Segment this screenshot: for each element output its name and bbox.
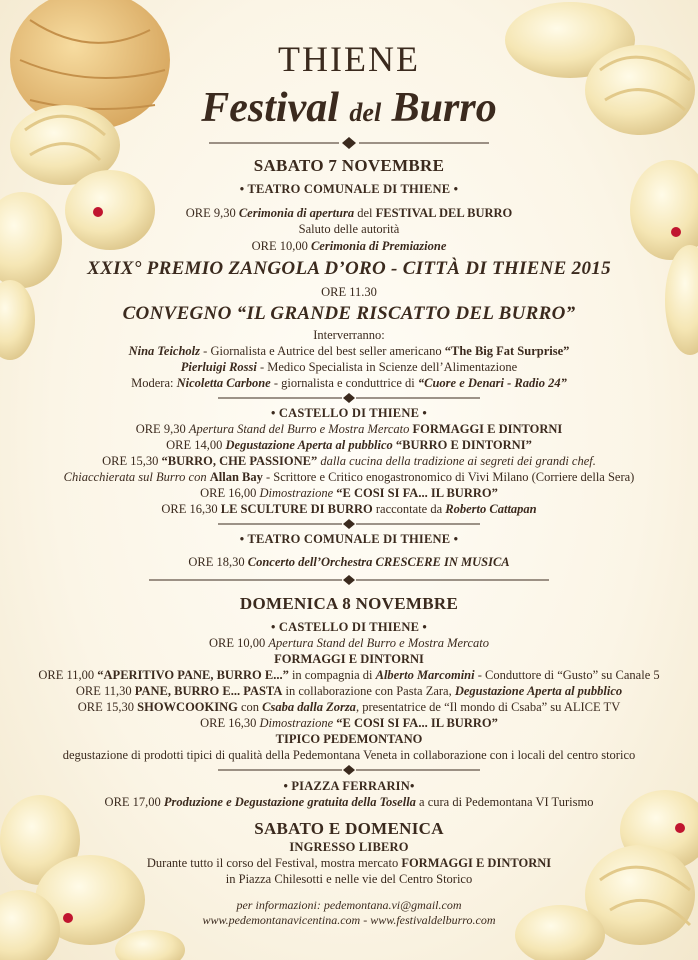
divider-3	[149, 575, 549, 585]
divider-2	[218, 519, 480, 529]
venue-teatro-2: • TEATRO COMUNALE DI THIENE •	[239, 532, 459, 546]
divider-1	[218, 393, 480, 403]
day-heading-sabato: SABATO 7 NOVEMBRE	[253, 156, 445, 175]
event-apertura: ORE 9,30 Cerimonia di apertura del FESTIVAL DEL BURRO	[185, 206, 513, 220]
venue-castello-2: • CASTELLO DI THIENE •	[270, 620, 428, 634]
mostra-mercato: Durante tutto il corso del Festival, mostra mercato FORMAGGI E DINTORNI	[146, 856, 552, 870]
ornament-divider	[199, 136, 499, 150]
formaggi-dintorni-1: FORMAGGI E DINTORNI	[274, 652, 424, 666]
event-degustazione: ORE 14,00 Degustazione Aperta al pubblico “BURRO E DINTORNI”	[166, 438, 532, 452]
event-pasta: ORE 11,30 PANE, BURRO E... PASTA in collaborazione con Pasta Zara, Degustazione Aperta al pubblico	[75, 684, 623, 698]
info-email: per informazioni: pedemontana.vi@gmail.com	[236, 898, 462, 912]
heading-sabato-domenica: SABATO E DOMENICA	[254, 819, 444, 838]
event-stand-domenica: ORE 10,00 Apertura Stand del Burro e Mostra Mercato	[209, 636, 489, 650]
saluto-autorita: Saluto delle autorità	[298, 222, 400, 236]
convegno-title: CONVEGNO “IL GRANDE RISCATTO DEL BURRO”	[122, 303, 576, 324]
tipico-pedemontano: TIPICO PEDEMONTANO	[275, 732, 423, 746]
interverranno: Interverranno:	[313, 328, 385, 342]
event-aperitivo: ORE 11,00 “APERITIVO PANE, BURRO E...” in compagnia di Alberto Marcomini - Conduttore di “Gusto” su Canale 5	[38, 668, 660, 682]
premio-zangola: XXIX° PREMIO ZANGOLA D’ORO - CITTÀ DI THIENE 2015	[87, 258, 611, 279]
degustazione-prodotti: degustazione di prodotti tipici di qualità della Pedemontana Veneta in collaborazione con i locali del centro storico	[62, 748, 636, 762]
event-tosella: ORE 17,00 Produzione e Degustazione gratuita della Tosella a cura di Pedemontana VI Turismo	[104, 795, 594, 809]
venue-castello-1: • CASTELLO DI THIENE •	[270, 406, 428, 420]
piazza-chilesotti: in Piazza Chilesotti e nelle vie del Centro Storico	[225, 872, 473, 886]
divider-4	[218, 765, 480, 775]
ingresso-libero: INGRESSO LIBERO	[289, 840, 409, 854]
event-burro-passione: ORE 15,30 “BURRO, CHE PASSIONE” dalla cucina della tradizione ai segreti dei grandi chef.	[102, 454, 596, 468]
event-dimostrazione-2: ORE 16,30 Dimostrazione “E COSI SI FA... IL BURRO”	[200, 716, 498, 730]
event-premiazione: ORE 10,00 Cerimonia di Premiazione	[251, 239, 447, 253]
event-showcooking: ORE 15,30 SHOWCOOKING con Csaba dalla Zorza, presentatrice de “Il mondo di Csaba” su ALICE TV	[77, 700, 621, 714]
title-thiene: THIENE	[278, 39, 420, 79]
moderator-carbone: Modera: Nicoletta Carbone - giornalista e conduttrice di “Cuore e Denari - Radio 24”	[131, 376, 567, 390]
venue-teatro-1: • TEATRO COMUNALE DI THIENE •	[239, 182, 459, 196]
event-allan-bay: Chiacchierata sul Burro con Allan Bay - Scrittore e Critico enogastronomico di Vivi Milano (Corriere della Sera)	[63, 470, 635, 484]
event-concerto: ORE 18,30 Concerto dell’Orchestra CRESCERE IN MUSICA	[188, 555, 510, 569]
info-websites: www.pedemontanavicentina.com - www.festivaldelburro.com	[202, 913, 496, 927]
event-stand-burro: ORE 9,30 Apertura Stand del Burro e Mostra Mercato FORMAGGI E DINTORNI	[135, 422, 563, 436]
venue-piazza-ferrarin: • PIAZZA FERRARIN•	[283, 779, 415, 793]
event-sculture: ORE 16,30 LE SCULTURE DI BURRO raccontate da Roberto Cattapan	[161, 502, 537, 516]
title-festival-del-burro: Festival del Burro	[201, 85, 497, 131]
speaker-teicholz: Nina Teicholz - Giornalista e Autrice del best seller americano “The Big Fat Surprise”	[128, 344, 570, 358]
event-dimostrazione-1: ORE 16,00 Dimostrazione “E COSI SI FA... IL BURRO”	[200, 486, 498, 500]
speaker-rossi: Pierluigi Rossi - Medico Specialista in Scienze dell’Alimentazione	[180, 360, 518, 374]
day-heading-domenica: DOMENICA 8 NOVEMBRE	[239, 594, 459, 613]
time-1130: ORE 11.30	[321, 285, 377, 299]
